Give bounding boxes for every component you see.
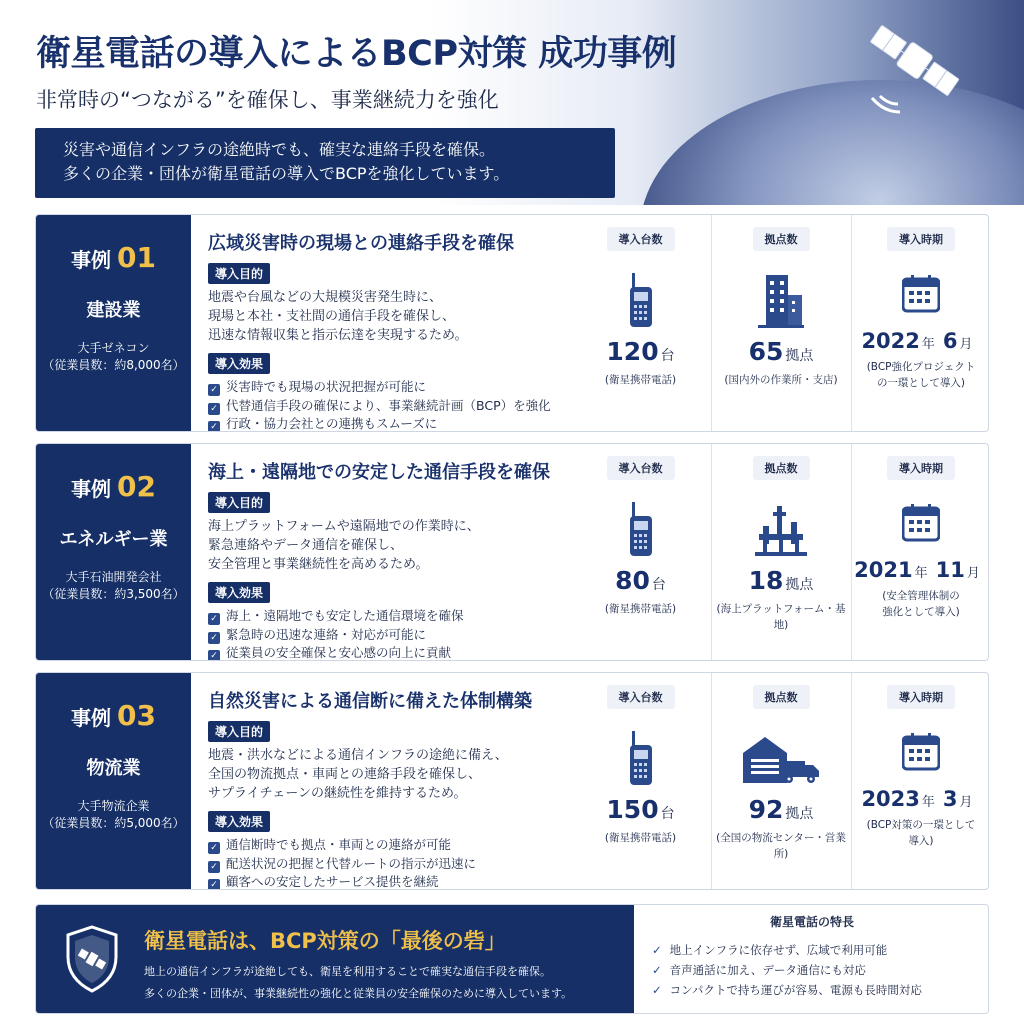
footer-desc: 多くの企業・団体が、事業継続性の強化と従業員の安全確保のために導入しています。 <box>144 987 573 1000</box>
case-sidebar <box>36 673 191 889</box>
period-value: 2023 年 3 月 <box>861 787 973 811</box>
satellite-phone-icon <box>628 731 654 787</box>
purpose-text: 地震・洪水などによる通信インフラの途絶に備え、 全国の物流拠点・車両との連絡手段を確保し、 サプライチェーンの継続性を維持するため。 <box>208 748 508 801</box>
case-industry: 建設業 <box>86 300 141 321</box>
calendar-icon <box>902 502 940 542</box>
stat-units: 導入台数 150 台 (衛星携帯電話) <box>571 673 710 889</box>
check-icon: ✓ <box>208 650 220 661</box>
case-details <box>208 444 578 661</box>
stat-period: 導入時期 2022 年 6 月 (BCP強化プロジェクト の一環として導入) <box>851 215 989 431</box>
check-icon: ✓ <box>208 879 220 890</box>
stat-sites: 拠点数 18 拠点 (海上プラットフォーム・基地) <box>711 444 850 660</box>
footer-headline: 衛星電話は、BCP対策の「最後の砦」 <box>144 929 506 953</box>
purpose-text: 海上プラットフォームや遠隔地での作業時に、 緊急連絡やデータ通信を確保し、 安全管理と事業継続性を高めるため。 <box>208 519 480 572</box>
check-icon: ✓ <box>652 963 662 977</box>
footer-desc: 地上の通信インフラが途絶しても、衛星を利用することで確実な通信手段を確保。 <box>144 965 551 978</box>
units-note: (衛星携帯電話) <box>604 832 677 844</box>
effect-tag: 導入効果 <box>208 811 270 832</box>
list-item: ✓ 音声通話に加え、データ通信にも対応 <box>652 963 866 977</box>
calendar-icon <box>902 273 940 313</box>
period-note: (BCP対策の一環として 導入) <box>866 819 976 847</box>
satellite-phone-icon <box>628 273 654 329</box>
case-number: 事例 02 <box>71 470 156 503</box>
office-building-icon <box>756 273 806 329</box>
features-panel <box>634 905 989 1013</box>
stat-period: 導入時期 2023 年 3 月 (BCP対策の一環として 導入) <box>851 673 989 889</box>
footer-summary <box>35 904 989 1014</box>
case-heading: 自然災害による通信断に備えた体制構築 <box>208 691 532 712</box>
list-item: ✓ 従業員の安全確保と安心感の向上に貢献 <box>208 644 578 661</box>
check-icon: ✓ <box>208 861 220 873</box>
check-icon: ✓ <box>208 421 220 432</box>
sites-note: (海上プラットフォーム・基地) <box>716 603 846 631</box>
case-stats <box>571 673 989 889</box>
case-number: 事例 03 <box>71 699 156 732</box>
period-note: (BCP強化プロジェクト の一環として導入) <box>866 361 976 389</box>
list-item: ✓ 災害時でも現場の状況把握が可能に <box>208 378 578 397</box>
list-item: ✓ 配送状況の把握と代替ルートの指示が迅速に <box>208 855 578 874</box>
stat-sites: 拠点数 92 拠点 (全国の物流センター・営業所) <box>711 673 850 889</box>
hero-header <box>0 0 1024 205</box>
check-icon: ✓ <box>208 384 220 396</box>
list-item: ✓ 通信断時でも拠点・車両との連絡が可能 <box>208 836 578 855</box>
units-note: (衛星携帯電話) <box>604 603 677 615</box>
sites-value: 65 拠点 <box>748 337 814 366</box>
check-icon: ✓ <box>652 983 662 997</box>
check-icon: ✓ <box>208 842 220 854</box>
period-note: (安全管理体制の 強化として導入) <box>882 590 960 618</box>
features-title: 衛星電話の特長 <box>769 915 854 929</box>
case-heading: 海上・遠隔地での安定した通信手段を確保 <box>208 462 550 483</box>
purpose-tag: 導入目的 <box>208 492 270 513</box>
case-company: 大手ゼネコン （従業員数：約8,000名） <box>42 341 185 372</box>
case-details <box>208 673 578 890</box>
case-industry: 物流業 <box>86 758 141 779</box>
period-value: 2021 年 11 月 <box>854 558 980 582</box>
case-company: 大手物流企業 （従業員数：約5,000名） <box>42 799 185 830</box>
calendar-icon <box>902 731 940 771</box>
footer-message <box>36 905 634 1013</box>
case-stats <box>571 215 989 431</box>
case-card-01 <box>35 214 989 432</box>
purpose-tag: 導入目的 <box>208 263 270 284</box>
sites-value: 18 拠点 <box>748 566 814 595</box>
shield-icon <box>64 925 120 993</box>
effect-list <box>208 836 578 890</box>
list-item: ✓ 海上・遠隔地でも安定した通信環境を確保 <box>208 607 578 626</box>
case-company: 大手石油開発会社 （従業員数：約3,500名） <box>42 570 185 601</box>
satellite-icon <box>858 8 968 118</box>
case-number: 事例 01 <box>71 241 156 274</box>
case-card-03 <box>35 672 989 890</box>
check-icon: ✓ <box>208 403 220 415</box>
stat-period: 導入時期 2021 年 11 月 (安全管理体制の 強化として導入) <box>851 444 989 660</box>
stat-units: 導入台数 120 台 (衛星携帯電話) <box>571 215 710 431</box>
effect-tag: 導入効果 <box>208 353 270 374</box>
purpose-text: 地震や台風などの大規模災害発生時に、 現場と本社・支社間の通信手段を確保し、 迅速な情報収集と指示伝達を実現するため。 <box>208 290 468 343</box>
units-value: 120 台 <box>606 337 675 366</box>
effect-list <box>208 378 578 432</box>
check-icon: ✓ <box>208 613 220 625</box>
stat-units: 導入台数 80 台 (衛星携帯電話) <box>571 444 710 660</box>
features-list <box>652 940 989 1000</box>
list-item: ✓ 顧客への安定したサービス提供を継続 <box>208 873 578 890</box>
list-item: ✓ 行政・協力会社との連携もスムーズに <box>208 415 578 432</box>
units-note: (衛星携帯電話) <box>604 374 677 386</box>
case-heading: 広域災害時の現場との連絡手段を確保 <box>208 233 514 254</box>
sites-note: (全国の物流センター・営業所) <box>716 832 846 860</box>
stat-sites: 拠点数 65 拠点 (国内外の作業所・支店) <box>711 215 850 431</box>
list-item: ✓ 緊急時の迅速な連絡・対応が可能に <box>208 626 578 645</box>
banner-line: 災害や通信インフラの途絶時でも、確実な連絡手段を確保。 <box>63 140 496 159</box>
page-title: 衛星電話の導入によるBCP対策 成功事例 <box>36 34 677 74</box>
intro-banner <box>35 128 615 198</box>
case-stats <box>571 444 989 660</box>
list-item: ✓ 地上インフラに依存せず、広域で利用可能 <box>652 943 888 957</box>
units-value: 150 台 <box>606 795 675 824</box>
period-value: 2022 年 6 月 <box>861 329 973 353</box>
case-sidebar <box>36 215 191 431</box>
sites-note: (国内外の作業所・支店) <box>724 374 838 386</box>
banner-line: 多くの企業・団体が衛星電話の導入でBCPを強化しています。 <box>63 164 510 183</box>
check-icon: ✓ <box>208 632 220 644</box>
effect-list <box>208 607 578 661</box>
purpose-tag: 導入目的 <box>208 721 270 742</box>
list-item: ✓ 代替通信手段の確保により、事業継続計画（BCP）を強化 <box>208 397 578 416</box>
case-sidebar <box>36 444 191 660</box>
check-icon: ✓ <box>652 943 662 957</box>
page-subtitle: 非常時の“つながる”を確保し、事業継続力を強化 <box>36 88 499 112</box>
case-details <box>208 215 578 432</box>
warehouse-truck-icon <box>741 731 821 787</box>
effect-tag: 導入効果 <box>208 582 270 603</box>
sites-value: 92 拠点 <box>748 795 814 824</box>
case-industry: エネルギー業 <box>59 529 168 550</box>
units-value: 80 台 <box>615 566 666 595</box>
list-item: ✓ コンパクトで持ち運びが容易、電源も長時間対応 <box>652 983 922 997</box>
oil-platform-icon <box>753 502 809 558</box>
satellite-phone-icon <box>628 502 654 558</box>
case-card-02 <box>35 443 989 661</box>
